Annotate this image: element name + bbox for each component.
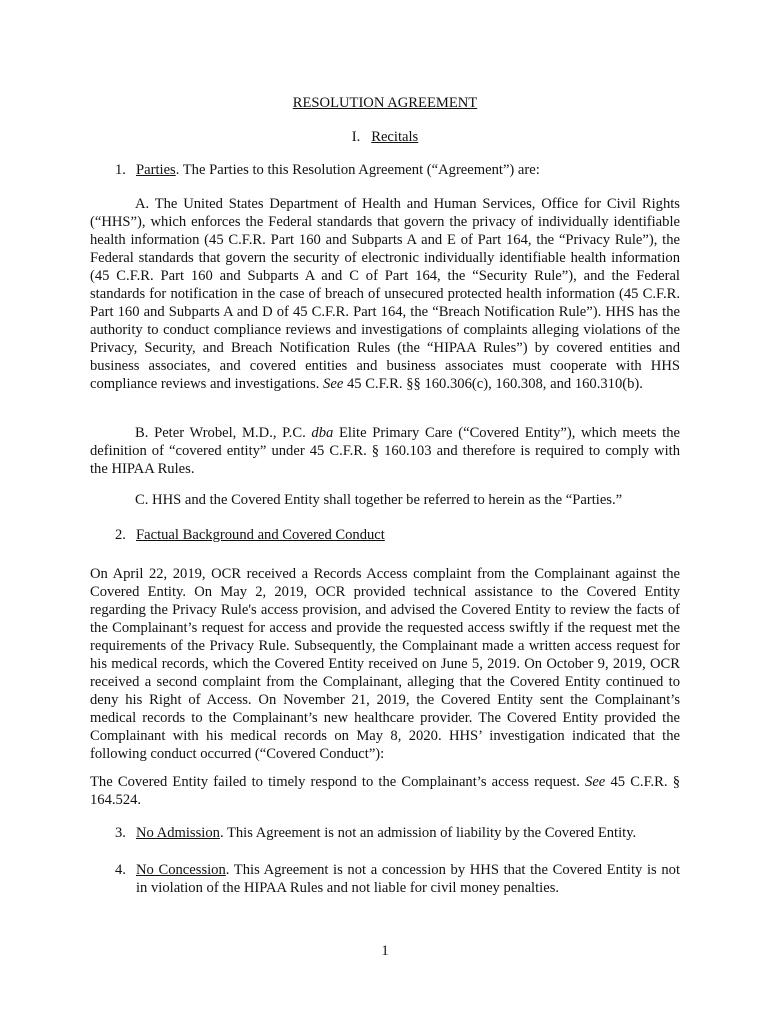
item-text bbox=[115, 824, 680, 842]
item-no-concession bbox=[115, 861, 680, 897]
paragraph-b-text: B. Peter Wrobel, M.D., P.C. bbox=[135, 425, 312, 441]
document-title: RESOLUTION AGREEMENT bbox=[292, 95, 478, 111]
item-heading: Parties bbox=[136, 162, 176, 178]
section-heading bbox=[0, 128, 770, 146]
item-body: . The Parties to this Resolution Agreement (“Agreement”) are: bbox=[175, 162, 540, 178]
paragraph-b-rest: Elite Primary Care (“Covered Entity”), which meets the definition of “covered entity” under 45 C.F.R. § 160.103 and therefore is required to comply with the HIPAA Rules. bbox=[90, 425, 680, 477]
item-text bbox=[115, 526, 680, 544]
item-body: . This Agreement is not an admission of liability by the Covered Entity. bbox=[219, 825, 637, 841]
section-numeral: I. bbox=[351, 129, 361, 145]
paragraph-a-text: A. The United States Department of Health and Human Services, Office for Civil Rights (“HHS”), which enforces the Federal standards that govern the privacy of individually identifiable health information (45 C.F.R. Part 160 and Subparts A and E of Part 164, the “Privacy Rule”), the Federal standards that govern the security of electronic individually identifiable health information (45 C.F.R. Part 160 and Subparts A and C of Part 164, the “Security Rule”), and the Federal standards for notification in the case of breach of unsecured protected health information (45 C.F.R. Part 160 and Subparts A and D of 45 C.F.R. Part 164, the “Breach Notification Rule”). HHS has the authority to conduct compliance reviews and investigations of complaints alleging violations of the Privacy, Security, and Breach Notification Rules (the “HIPAA Rules”) by covered entities and business associates, and covered entities and business associates must cooperate with HHS compliance reviews and investigations. bbox=[90, 196, 680, 392]
paragraph-a bbox=[90, 195, 680, 393]
item-number: 1. bbox=[115, 162, 126, 178]
paragraph-c-text: C. HHS and the Covered Entity shall together be referred to herein as the “Parties.” bbox=[135, 492, 623, 508]
background-paragraph bbox=[90, 565, 680, 763]
paragraph-b bbox=[90, 424, 680, 478]
page-number: 1 bbox=[381, 943, 389, 959]
item-heading: No Admission bbox=[136, 825, 220, 841]
section-title: Recitals bbox=[371, 129, 419, 145]
item-factual-background bbox=[115, 526, 680, 544]
covered-conduct-paragraph bbox=[90, 773, 680, 809]
covered-conduct-text: The Covered Entity failed to timely respond to the Complainant’s access request. bbox=[90, 774, 586, 790]
background-text: On April 22, 2019, OCR received a Records Access complaint from the Complainant against the Covered Entity. On May 2, 2019, OCR provided technical assistance to the Covered Entity regarding the Privacy Rule's access provision, and advised the Covered Entity to review the facts of the Complainant’s request for access and provide the requested access swiftly if the request met the requirements of the Privacy Rule. Subsequently, the Complainant made a written access request for his medical records, which the Covered Entity received on June 5, 2019. On October 9, 2019, OCR received a second complaint from the Complainant, alleging that the Covered Entity continued to deny his Right of Access. On November 21, 2019, the Covered Entity sent the Complainant’s medical records to the Complainant’s new healthcare provider. The Covered Entity provided the Complainant with his medical records on May 8, 2020. HHS’ investigation indicated that the following conduct occurred (“Covered Conduct”): bbox=[90, 566, 680, 762]
item-parties bbox=[115, 161, 680, 179]
item-heading: Factual Background and Covered Conduct bbox=[136, 527, 385, 543]
item-text bbox=[115, 861, 680, 897]
item-heading: No Concession bbox=[136, 862, 226, 878]
item-number: 4. bbox=[115, 862, 126, 878]
paragraph-c bbox=[90, 491, 680, 509]
item-no-admission bbox=[115, 824, 680, 842]
see-signal: See bbox=[323, 376, 344, 392]
see-signal: See bbox=[585, 774, 606, 790]
dba-text: dba bbox=[311, 425, 334, 441]
item-text bbox=[115, 161, 680, 179]
citation: 45 C.F.R. § 164.524. bbox=[90, 774, 680, 808]
item-number: 3. bbox=[115, 825, 126, 841]
item-number: 2. bbox=[115, 527, 126, 543]
citation: 45 C.F.R. §§ 160.306(c), 160.308, and 160.310(b). bbox=[343, 376, 643, 392]
item-body: . This Agreement is not a concession by HHS that the Covered Entity is not in violation of the HIPAA Rules and not liable for civil money penalties. bbox=[136, 862, 680, 896]
